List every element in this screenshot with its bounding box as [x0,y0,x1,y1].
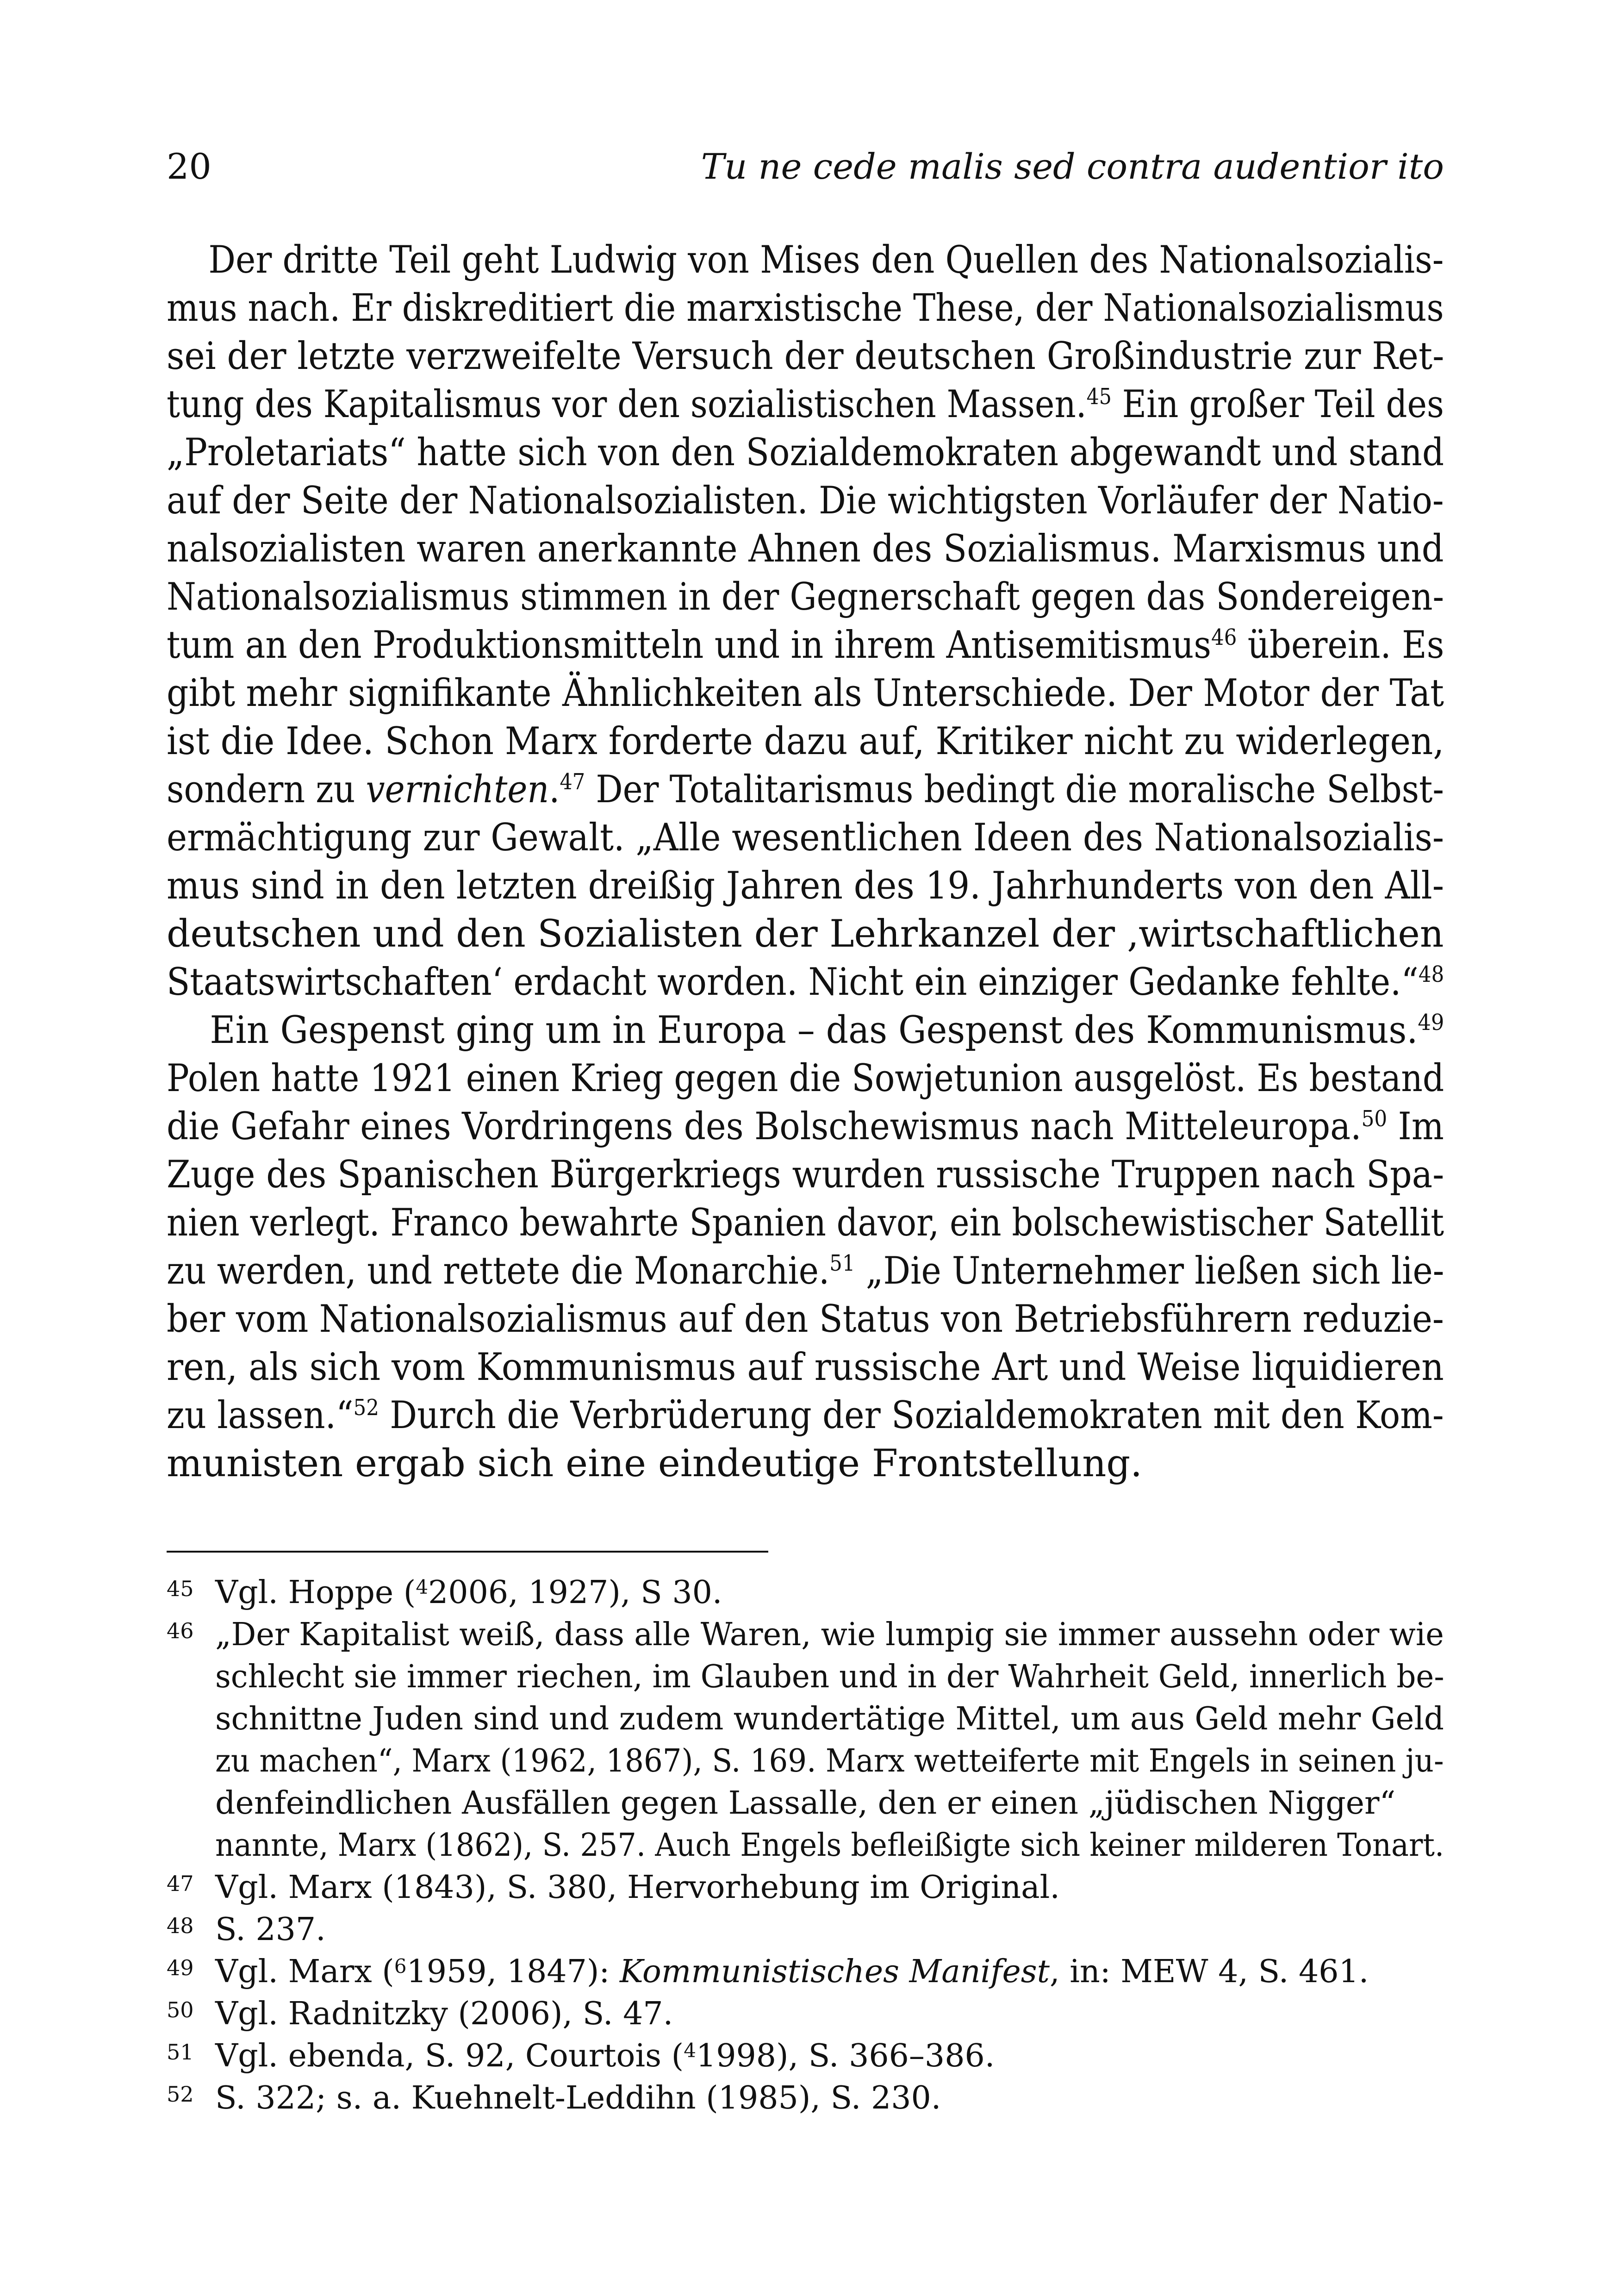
footnote-ref-45[interactable]: 45 [1086,384,1112,410]
text-span: Ein großer Teil des [1111,383,1444,426]
text-span: Vgl. Hoppe ( [215,1574,416,1611]
footnote-line: zu machen“, Marx (1962, 1867), S. 169. Marx wetteiferte mit Engels in seinen ju- [215,1743,1444,1779]
text-span: Im [1387,1105,1444,1148]
text-line: ber vom Nationalsozialismus auf den Status von Betriebsführern reduzie- [167,1298,1444,1341]
footnote-48 [167,1909,1444,1951]
emphasis: Kommunistisches Manifest [619,1953,1050,1990]
text-line [167,381,1444,429]
text-line: Der dritte Teil geht Ludwig von Mises den Quellen des Nationalsozialis- [208,238,1444,282]
text-span: 1998), S. 366–386. [696,2038,995,2074]
text-line: ren, als sich vom Kommunismus auf russische Art und Weise liquidieren [167,1346,1444,1389]
text-line: Nationalsozialismus stimmen in der Gegnerschaft gegen das Sondereigen- [167,575,1444,619]
text-line: mus sind in den letzten dreißig Jahren des 19. Jahrhunderts von den All- [167,864,1444,908]
text-line: gibt mehr signifikante Ähnlichkeiten als Unterschiede. Der Motor der Tat [167,672,1444,715]
text-span: Durch die Verbrüderung der Sozialdemokraten mit den Kom- [379,1394,1444,1437]
main-text [167,236,1444,1488]
footnote-number: 48 [167,1913,194,1938]
text-span: überein. Es [1237,624,1444,667]
footnote-number: 51 [167,2040,194,2065]
footnotes [167,1572,1444,2119]
footnote-line [215,1951,1444,1993]
text-line [167,766,1444,814]
text-line: ermächtigung zur Gewalt. „Alle wesentlichen Ideen des Nationalsozialis- [167,816,1444,860]
page-number: 20 [167,146,212,187]
footnote-line: nannte, Marx (1862), S. 257. Auch Engels befleißigte sich keiner milderen Tonart. [215,1827,1444,1864]
page-header [167,139,1444,194]
text-line [167,621,1444,669]
footnote-number: 47 [167,1871,194,1896]
footnote-ref-52[interactable]: 52 [353,1395,379,1421]
footnote-line: Vgl. Radnitzky (2006), S. 47. [215,1996,673,2032]
footnote-number: 45 [167,1576,194,1601]
text-line: auf der Seite der Nationalsozialisten. Die wichtigsten Vorläufer der Natio- [167,479,1444,523]
text-span: . [549,768,560,811]
text-span: 1959, 1847): [406,1953,620,1990]
footnote-number: 49 [167,1955,194,1980]
footnote-45 [167,1572,1444,1614]
footnote-ref-49[interactable]: 49 [1418,1010,1444,1036]
footnote-51 [167,2035,1444,2077]
footnote-line [215,2035,1444,2077]
footnote-number: 46 [167,1618,194,1643]
text-span: „Die Unternehmer ließen sich lie- [855,1249,1444,1293]
text-line [167,1391,1444,1440]
footnote-ref-51[interactable]: 51 [829,1250,855,1276]
text-line: nien verlegt. Franco bewahrte Spanien davor, ein bolschewistischer Satellit [167,1201,1444,1245]
footnote-line [215,1572,1444,1614]
text-span: Der Totalitarismus bedingt die moralische Selbst- [585,768,1444,811]
text-span: 2006, 1927), S 30. [428,1574,722,1611]
paragraph-2 [167,1006,1444,1488]
footnote-line: schnittne Juden sind und zudem wundertätige Mittel, um aus Geld mehr Geld [215,1701,1444,1737]
text-span: tum an den Produktionsmitteln und in ihrem Antisemitismus [167,624,1212,667]
footnote-52 [167,2077,1444,2119]
footnote-ref-46[interactable]: 46 [1211,624,1237,650]
emphasis: vernichten [366,768,549,811]
footnote-50 [167,1993,1444,2035]
text-span: Ein Gespenst ging um in Europa – das Gespenst des Kommunismus. [210,1009,1418,1052]
text-line: Zuge des Spanischen Bürgerkriegs wurden russische Truppen nach Spa- [167,1153,1444,1197]
edition-superscript: 4 [416,1576,429,1598]
footnote-ref-50[interactable]: 50 [1361,1106,1388,1132]
footnote-line: S. 237. [215,1911,326,1948]
footnote-line: schlecht sie immer riechen, im Glauben und in der Wahrheit Geld, innerlich be- [215,1659,1444,1695]
text-line: ist die Idee. Schon Marx forderte dazu auf, Kritiker nicht zu widerlegen, [167,720,1444,763]
text-line: deutschen und den Sozialisten der Lehrkanzel der ‚wirtschaftlichen [167,912,1444,956]
footnote-line: denfeindlichen Ausfällen gegen Lassalle, den er einen „jüdischen Nigger“ [215,1785,1396,1822]
text-span: Staatswirtschaften‘ erdacht worden. Nicht ein einziger Gedanke fehlte.“ [167,961,1419,1004]
text-span: sondern zu [167,768,366,811]
footnote-line: Vgl. Marx (1843), S. 380, Hervorhebung im Original. [215,1869,1060,1906]
text-line: nalsozialisten waren anerkannte Ahnen des Sozialismus. Marxismus und [167,527,1444,571]
footnote-number: 50 [167,1997,194,2022]
text-line: munisten ergab sich eine eindeutige Frontstellung. [167,1442,1143,1485]
footnote-49 [167,1951,1444,1993]
text-line [167,1103,1444,1151]
footnote-46 [167,1614,1444,1866]
text-line: mus nach. Er diskreditiert die marxistische These, der Nationalsozialismus [167,287,1444,330]
edition-superscript: 6 [394,1955,407,1978]
footnote-line: S. 322; s. a. Kuehnelt-Leddihn (1985), S. 230. [215,2080,941,2116]
text-line [167,1247,1444,1295]
text-span: zu lassen.“ [167,1394,354,1437]
text-line: „Proletariats“ hatte sich von den Sozialdemokraten abgewandt und stand [167,431,1444,474]
text-span: die Gefahr eines Vordringens des Bolschewismus nach Mitteleuropa. [167,1105,1362,1148]
footnote-ref-47[interactable]: 47 [560,769,585,795]
running-head: Tu ne cede malis sed contra audentior ito [701,146,1444,187]
text-line: sei der letzte verzweifelte Versuch der deutschen Großindustrie zur Ret- [167,335,1444,378]
text-span: Vgl. Marx ( [215,1953,394,1990]
text-span: zu werden, und rettete die Monarchie. [167,1249,830,1293]
footnote-line: „Der Kapitalist weiß, dass alle Waren, wie lumpig sie immer aussehn oder wie [215,1616,1444,1653]
footnote-47 [167,1866,1444,1909]
edition-superscript: 4 [684,2039,696,2062]
text-line [167,1006,1444,1054]
text-line [167,958,1444,1006]
footnote-number: 52 [167,2082,194,2107]
text-span: , in: MEW 4, S. 461. [1050,1953,1369,1990]
text-span: Vgl. ebenda, S. 92, Courtois ( [215,2038,684,2074]
text-line: Polen hatte 1921 einen Krieg gegen die Sowjetunion ausgelöst. Es bestand [167,1057,1444,1100]
text-span: tung des Kapitalismus vor den sozialistischen Massen. [167,383,1087,426]
footnote-ref-48[interactable]: 48 [1418,961,1444,987]
footnote-divider [167,1551,768,1553]
paragraph-1 [167,236,1444,1006]
